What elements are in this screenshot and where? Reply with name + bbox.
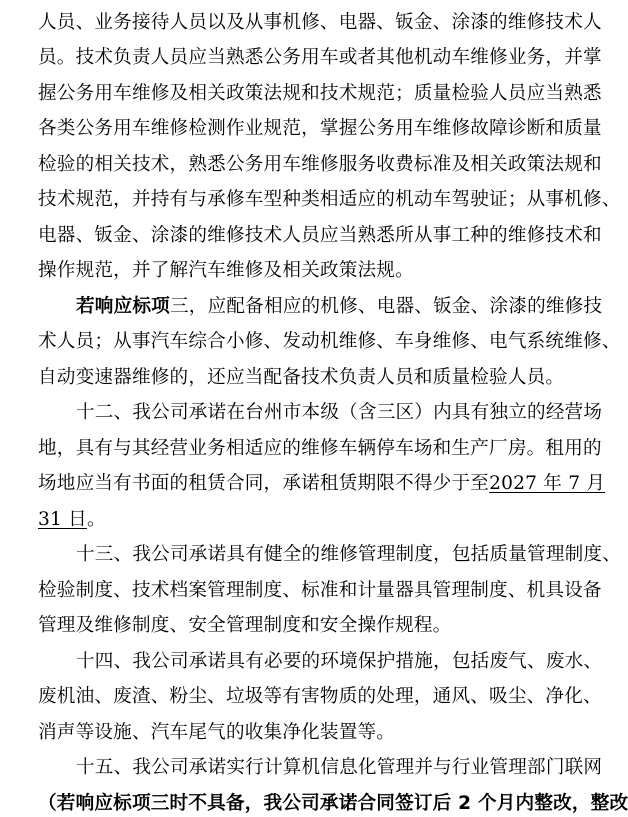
lease-date-text: 31 日 bbox=[38, 509, 87, 530]
text-line: 握公务用车维修及相关政策法规和技术规范；质量检验人员应当熟悉 bbox=[38, 83, 602, 104]
text-line: 十二、我公司承诺在台州市本级（含三区）内具有独立的经营场 bbox=[76, 402, 603, 423]
text-line: 检验制度、技术档案管理制度、标准和计量器具管理制度、机具设备 bbox=[38, 580, 602, 601]
text-line: 十四、我公司承诺具有必要的环境保护措施，包括废气、废水、 bbox=[76, 651, 603, 672]
text-span: 场地应当有书面的租赁合同，承诺租赁期限不得少于至 bbox=[38, 473, 490, 494]
bold-text-line: （若响应标项三时不具备，我公司承诺合同签订后 2 个月内整改，整改 bbox=[38, 793, 628, 814]
text-line: 消声等设施、汽车尾气的收集净化装置等。 bbox=[38, 722, 396, 743]
text-line: 地，具有与其经营业务相适应的维修车辆停车场和生产厂房。租用的 bbox=[38, 438, 602, 459]
text-line bbox=[76, 295, 603, 319]
text-line: 十三、我公司承诺具有健全的维修管理制度，包括质量管理制度、 bbox=[76, 544, 622, 565]
lease-date-text: 2027 年 7 月 bbox=[489, 473, 606, 494]
text-line: 操作规范，并了解汽车维修及相关政策法规。 bbox=[38, 260, 414, 281]
text-line: 人员、业务接待人员以及从事机修、电器、钣金、涂漆的维修技术人 bbox=[38, 12, 602, 33]
text-line: 十五、我公司承诺实行计算机信息化管理并与行业管理部门联网 bbox=[76, 757, 603, 778]
text-line: 废机油、废渣、粉尘、垃圾等有害物质的处理，通风、吸尘、净化、 bbox=[38, 686, 602, 707]
text-line bbox=[38, 508, 588, 532]
text-line bbox=[38, 472, 606, 496]
text-line: 术人员；从事汽车综合小修、发动机维修、车身维修、电气系统维修、 bbox=[38, 331, 621, 352]
text-line: 自动变速器维修的，还应当配备技术负责人员和质量检验人员。 bbox=[38, 367, 565, 388]
text-line: 各类公务用车维修检测作业规范，掌握公务用车维修故障诊断和质量 bbox=[38, 118, 602, 139]
text-span: 。 bbox=[86, 509, 106, 530]
text-line: 管理及维修制度、安全管理制度和安全操作规程。 bbox=[38, 615, 452, 636]
text-line: 技术规范，并持有与承修车型种类相适应的机动车驾驶证；从事机修、 bbox=[38, 189, 621, 210]
text-line: 检验的相关技术，熟悉公务用车维修服务收费标准及相关政策法规和 bbox=[38, 154, 602, 175]
bold-lead-text: 若响应标项 bbox=[76, 296, 170, 317]
text-line: 电器、钣金、涂漆的维修技术人员应当熟悉所从事工种的维修技术和 bbox=[38, 225, 602, 246]
text-span: 三，应配备相应的机修、电器、钣金、涂漆的维修技 bbox=[169, 296, 603, 317]
text-line: 员。技术负责人员应当熟悉公务用车或者其他机动车维修业务，并掌 bbox=[38, 47, 602, 68]
